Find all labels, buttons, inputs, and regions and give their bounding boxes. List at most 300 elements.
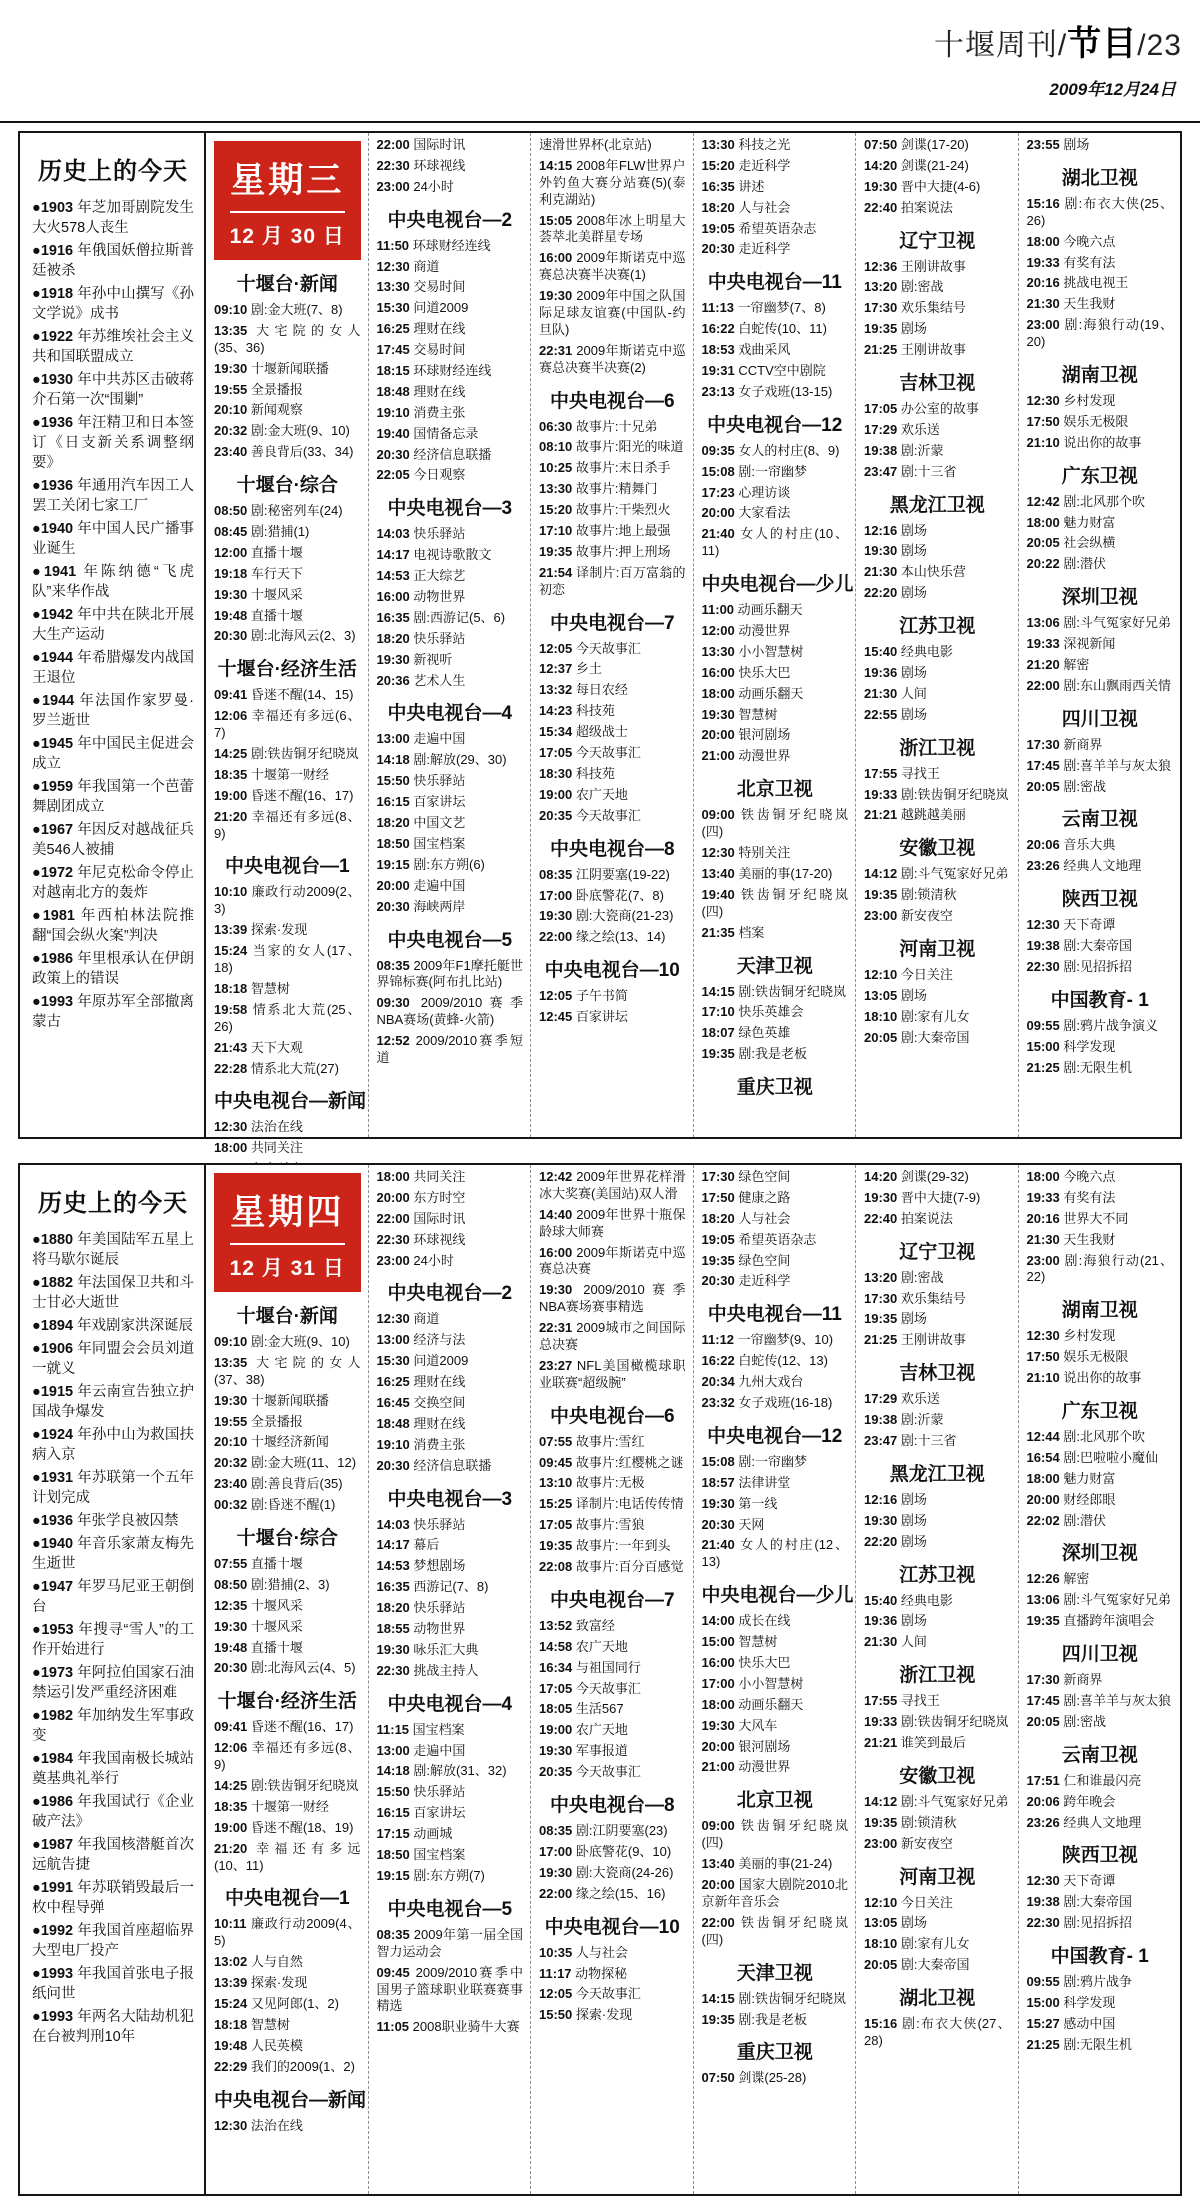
program-title: 幕后 [413,1537,440,1553]
program-line [1027,678,1174,695]
program-line [1027,615,1174,632]
program-title: 快乐驿站 [413,1784,466,1800]
program-title: 智慧树 [738,706,778,722]
program-title: 故事片:雪狼 [575,1517,645,1533]
program-title: 走遍中国 [413,731,466,747]
program-title: 女人的村庄(12、13) [701,1537,848,1570]
history-title: 历史上的今天 [38,1190,188,1217]
program-line [864,1613,1011,1630]
program-time: 14:23 [539,703,573,719]
history-item: ●1945 年中国民主促进会成立 [32,736,195,772]
program-line [864,787,1011,804]
program-line [1027,917,1174,934]
program-title: 昏迷不醒(14、15) [250,687,354,703]
program-time: 08:45 [214,524,248,540]
program-title: 银河剧场 [738,1738,791,1754]
channel-header: 中央电视台—2 [387,209,513,231]
channel-header: 十堰台·新闻 [236,1306,338,1327]
program-title: 军事报道 [575,1743,628,1759]
program-title: 故事片:精舞门 [575,481,658,497]
program-time: 19:30 [376,651,410,667]
program-time: 18:00 [214,1140,248,1156]
program-title: 剧:十三省 [900,463,957,479]
program-title: 美丽的事(17-20) [738,865,833,881]
program-line [214,587,361,604]
program-time: 19:18 [214,565,248,581]
channel-header: 十堰台·新闻 [236,274,338,295]
program-time: 17:10 [701,1004,735,1020]
program-line [539,1681,686,1698]
program-list [214,269,367,1178]
program-line [214,608,361,625]
program-title: 今日观察 [413,467,466,483]
program-time: 17:29 [864,1391,898,1407]
history-year: ●1918 [32,286,74,302]
program-time: 08:50 [214,503,248,519]
program-time: 19:35 [701,1046,735,1062]
program-time: 12:35 [214,1597,248,1613]
history-item: ●1944 年法国作家罗曼·罗兰逝世 [32,693,195,729]
program-time: 15:20 [701,157,735,173]
program-column [1018,133,1181,1137]
program-time: 12:30 [376,258,410,274]
program-title: 智慧树 [250,2016,290,2032]
program-line [864,2016,1011,2050]
program-line [214,1577,361,1594]
program-line [377,1332,524,1349]
program-title: 廉政行动2009(2、3) [214,884,361,917]
program-title: 法治在线 [250,2117,303,2133]
program-line [1027,393,1174,410]
program-time: 17:05 [539,1680,573,1696]
program-time: 08:50 [214,1576,248,1592]
program-time: 18:20 [701,199,735,215]
channel-header: 四川卫视 [1061,708,1138,730]
program-line [539,502,686,519]
program-title: 剧:大瓷商(24-26) [575,1864,674,1880]
program-time: 18:48 [376,1415,410,1431]
program-time: 19:30 [864,1189,898,1205]
program-line [377,158,524,175]
program-title: 故事片:十兄弟 [575,418,658,434]
program-title: 环球财经连线 [413,363,492,379]
program-title: 法律讲堂 [738,1474,791,1490]
program-title: 解密 [1063,657,1090,673]
program-time: 19:15 [376,1867,410,1883]
program-line [377,899,524,916]
program-time: 16:25 [376,321,410,337]
program-title: 善良背后(33、34) [250,444,354,460]
program-time: 18:15 [376,363,410,379]
program-line [214,382,361,399]
program-title: 走遍中国 [413,877,466,893]
program-time: 22:00 [376,1210,410,1226]
program-time: 10:25 [539,460,573,476]
program-time: 17:51 [1026,1772,1060,1788]
program-line [377,857,524,874]
program-title: 科学发现 [1063,1995,1116,2011]
channel-header: 中央电视台—11 [707,272,842,294]
program-title: 智慧树 [250,980,290,996]
program-time: 15:00 [1026,1995,1060,2011]
channel-header: 深圳卫视 [1061,587,1138,609]
channel-header: 安徽卫视 [899,838,976,860]
program-time: 11:13 [701,300,735,316]
history-title: 历史上的今天 [38,158,188,185]
program-line [1027,2037,1174,2054]
history-item: ●1992 年我国首座超临界大型电厂投产 [32,1923,195,1959]
program-title: 走遍中国 [413,1742,466,1758]
program-title: 昏迷不醒(16、17) [250,1719,354,1735]
program-time: 19:35 [1026,1613,1060,1629]
program-time: 15:20 [539,502,573,518]
program-line [864,887,1011,904]
program-title: 十堰新闻联播 [250,1392,329,1408]
program-title: 直播十堰 [250,1556,303,1572]
program-line [702,2012,849,2029]
history-item: ●1936 年张学良被囚禁 [32,1513,179,1529]
program-time: 21:30 [1026,296,1060,312]
program-line [539,419,686,436]
program-line [702,807,849,841]
history-item: ●1981 年西柏林法院推翻“国会纵火案”判决 [32,908,195,944]
program-line [702,464,849,481]
program-title: 大家看法 [738,505,791,521]
program-line [377,1847,524,1864]
program-line [377,526,524,543]
program-title: 缘之绘(13、14) [575,929,666,945]
program-line [377,1190,524,1207]
program-title: 白蛇传(10、11) [738,321,827,337]
program-title: 全景播报 [250,381,303,397]
program-title: 与祖国同行 [575,1659,641,1675]
program-title: 人间 [900,1634,927,1650]
program-time: 23:26 [1026,858,1060,874]
program-line [377,279,524,296]
program-time: 20:05 [864,1029,898,1045]
program-time: 18:05 [539,1701,573,1717]
program-time: 14:15 [701,1990,735,2006]
program-title: 魅力财富 [1063,1470,1116,1486]
program-time: 17:15 [376,1826,410,1842]
program-time: 20:30 [701,1516,735,1532]
program-title: 共同关注 [250,1140,303,1156]
program-line [1027,494,1174,511]
program-title: 海峡两岸 [413,898,466,914]
program-time: 22:30 [376,1662,410,1678]
program-title: 中国文艺 [413,815,466,831]
program-title: 车行天下 [250,565,303,581]
program-time: 22:20 [864,585,898,601]
program-column [693,133,856,1137]
channel-header: 重庆卫视 [736,1077,813,1099]
program-line [1027,296,1174,313]
program-title: 挑战主持人 [413,1662,479,1678]
program-time: 19:38 [1026,938,1060,954]
program-line [864,300,1011,317]
program-line [864,707,1011,724]
history-year: ●1894 [32,1318,74,1334]
program-title: 十堰第一财经 [250,766,329,782]
program-line [1027,137,1174,154]
program-title: 2009/2010赛季NBA赛场赛事精选 [539,1282,686,1315]
program-line [864,1332,1011,1349]
program-title: 故事片:百分百感觉 [575,1559,684,1575]
program-line [702,748,849,765]
program-time: 13:02 [214,1954,248,1970]
program-title: 第一线 [738,1495,778,1511]
program-time: 23:40 [214,444,248,460]
program-title: 经济信息联播 [413,1457,492,1473]
program-time: 10:11 [214,1916,247,1932]
program-time: 20:30 [376,1457,410,1473]
program-title: 东方时空 [413,1189,466,1205]
history-year: ●1981 [32,908,75,924]
program-line [214,767,361,784]
program-title: 女子戏班(16-18) [738,1395,833,1411]
program-time: 23:27 [539,1357,573,1373]
program-time: 19:35 [539,543,573,559]
program-title: 天网 [738,1516,765,1532]
program-title: 小小智慧树 [738,643,804,659]
program-title: 剧:大秦帝国 [900,1957,970,1973]
program-line [864,1190,1011,1207]
program-time: 12:42 [539,1169,573,1184]
program-title: 剧:斗气冤家好兄弟 [1063,1592,1171,1608]
channel-header: 黑龙江卫视 [889,1463,985,1485]
program-title: 2009年F1摩托艇世界锦标赛(阿布扎比站) [376,957,523,990]
program-time: 20:05 [864,1957,898,1973]
program-time: 22:28 [214,1060,248,1076]
program-title: 昏迷不醒(16、17) [250,787,354,803]
program-line [702,644,849,661]
program-line [377,1416,524,1433]
history-year: ●1922 [32,329,74,345]
program-line [1027,535,1174,552]
program-line [377,815,524,832]
program-line [1027,1253,1174,1287]
program-line [702,1537,849,1571]
program-time: 19:31 [701,363,735,379]
program-time: 14:17 [376,1537,410,1553]
history-year: ●1941 [32,564,77,580]
program-line [214,809,361,843]
program-line [377,1965,524,2016]
program-line [864,279,1011,296]
channel-header: 黑龙江卫视 [889,494,985,516]
program-line [377,1927,524,1961]
program-title: 交易时间 [413,279,466,295]
program-line [1027,1018,1174,1035]
program-line [1027,1571,1174,1588]
program-line [539,1358,686,1392]
program-time: 19:35 [864,1311,898,1327]
program-time: 14:53 [376,1558,410,1574]
program-time: 17:50 [1026,413,1060,429]
program-time: 11:05 [376,2019,410,2035]
program-line [702,1475,849,1492]
program-title: 农广天地 [575,786,628,802]
program-line [539,808,686,825]
history-year: ●1940 [32,521,74,537]
program-time: 23:00 [864,908,898,924]
program-line [864,1895,1011,1912]
program-title: 十堰新闻联播 [250,360,329,376]
program-title: 天下大观 [250,1039,303,1055]
program-title: 快乐英雄会 [738,1004,804,1020]
program-time: 14:40 [539,1206,573,1222]
day-box-divider [230,1243,345,1245]
program-time: 12:30 [214,1119,248,1135]
program-title: 江阴要塞(19-22) [575,866,670,882]
program-time: 22:00 [376,137,410,152]
program-title: 寻找王 [900,1693,940,1709]
program-time: 13:30 [376,279,410,295]
program-time: 14:00 [701,1613,735,1629]
program-line [702,1655,849,1672]
history-list [32,198,194,1032]
program-time: 09:41 [214,687,248,703]
program-title: 2009年斯诺克中巡赛总决赛 [539,1244,686,1277]
program-title: 故事片:阳光的味道 [575,439,684,455]
program-title: 交换空间 [413,1395,466,1411]
program-line [377,1169,524,1186]
channel-header: 天津卫视 [736,955,813,977]
program-line [539,1865,686,1882]
program-time: 09:00 [701,1818,735,1834]
program-title: 白蛇传(12、13) [738,1353,828,1369]
program-title: 剧:善良背后(35) [250,1476,343,1492]
program-line [702,505,849,522]
program-title: 百家讲坛 [413,1805,466,1821]
program-time: 15:30 [376,1353,410,1369]
program-line [214,1841,361,1875]
program-time: 15:05 [539,212,573,228]
program-line [214,1476,361,1493]
history-list [32,1230,194,2047]
program-title: 2008年FLW世界户外钓鱼大赛分站赛(5)(泰利克湖站) [539,157,686,207]
program-line [539,137,686,154]
program-title: 情系北大荒(25、26) [214,1001,361,1034]
program-line [214,1719,361,1736]
history-item: ●1903 年芝加哥剧院发生大火578人丧生 [32,200,195,236]
channel-header: 河南卫视 [899,939,976,961]
program-line [864,342,1011,359]
program-time: 19:33 [864,786,898,802]
program-time: 15:50 [539,2007,573,2023]
program-title: 越跳越美丽 [900,807,966,823]
channel-header: 陕西卫视 [1061,1845,1138,1867]
history-column-thursday [20,1165,206,2194]
program-line [214,1598,361,1615]
program-line [539,2007,686,2024]
program-title: 跨年晚会 [1063,1793,1116,1809]
program-title: 生活567 [575,1701,624,1717]
program-time: 13:32 [539,682,573,698]
program-time: 13:20 [864,1269,898,1285]
channel-header: 天津卫视 [736,1962,813,1984]
program-title: 探索·发现 [575,2007,633,2023]
program-line [702,1232,849,1249]
program-line [1027,1039,1174,1056]
program-time: 23:47 [864,463,898,479]
program-line [377,1743,524,1760]
program-time: 15:24 [214,1996,248,2012]
program-time: 19:30 [376,1641,410,1657]
program-title: 剧:斗气冤家好兄弟 [900,1793,1009,1809]
program-title: 剧场 [900,522,927,538]
program-title: 世界大不同 [1063,1210,1129,1226]
program-line [702,1634,849,1651]
program-title: 健康之路 [738,1189,791,1205]
program-title: 动物世界 [413,589,466,605]
program-time: 18:57 [701,1474,735,1490]
program-time: 19:30 [214,360,248,376]
program-title: 动漫世界 [738,748,791,764]
program-line [1027,1714,1174,1731]
history-item: ●1936 年汪精卫和日本签订《日支新关系调整纲要》 [32,415,195,471]
program-title: 故事片:押上刑场 [575,543,671,559]
program-time: 16:54 [1026,1449,1060,1465]
program-line [214,1061,361,1078]
program-title: 剧:金大班(9、10) [250,423,350,439]
history-item: ●1959 年我国第一个芭蕾舞剧团成立 [32,779,195,815]
program-time: 23:13 [701,383,735,399]
program-title: 咏乐汇大典 [413,1641,479,1657]
program-line [377,405,524,422]
program-line [539,1169,686,1203]
program-line [377,1458,524,1475]
program-title: 今天故事汇 [575,1764,641,1780]
date-label: 12 月 31 日 [229,1257,345,1280]
program-time: 19:30 [539,1743,573,1759]
program-line [702,1697,849,1714]
program-title: 一帘幽梦(9、10) [737,1332,834,1348]
program-title: 环球视线 [413,1231,466,1247]
program-title: 快乐大巴 [738,664,791,680]
program-line [539,661,686,678]
program-line [377,1517,524,1534]
program-time: 11:50 [376,237,410,253]
program-line [377,568,524,585]
program-line [864,686,1011,703]
program-line [214,1434,361,1451]
program-time: 18:20 [376,815,410,831]
channel-header: 十堰台·经济生活 [217,659,357,681]
program-time: 16:00 [701,1655,735,1671]
program-title: 剧:西游记(5、6) [413,609,506,625]
program-time: 20:30 [376,898,410,914]
program-line [377,773,524,790]
program-title: 铁齿铜牙纪晓岚(四) [701,1914,848,1947]
program-line [377,1784,524,1801]
program-title: 剧:东方朔(6) [413,856,485,872]
program-line [539,724,686,741]
history-item: ●1894 年戏剧家洪深诞辰 [32,1318,194,1334]
program-line [1027,1370,1174,1387]
program-line [214,1455,361,1472]
program-line [377,426,524,443]
program-time: 19:55 [214,381,248,397]
program-title: 王刚讲故事 [900,1332,966,1348]
program-line [1027,1328,1174,1345]
program-line [377,752,524,769]
program-line [377,589,524,606]
program-title: 说出你的故事 [1063,434,1142,450]
program-title: 今天故事汇 [575,640,641,656]
program-title: 大宅院的女人(37、38) [214,1354,361,1387]
program-title: 铁齿铜牙纪晓岚(四) [701,1818,848,1851]
